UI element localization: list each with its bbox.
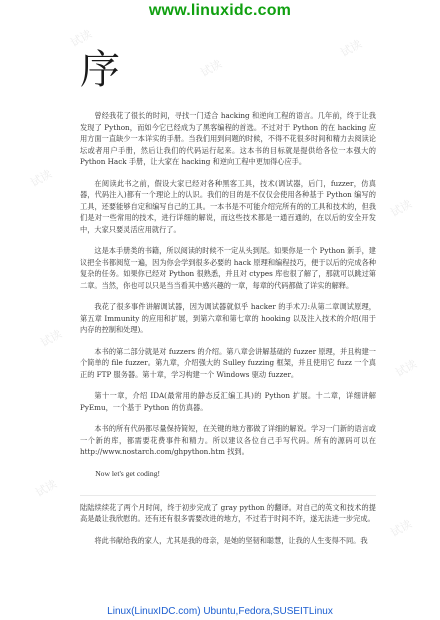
watermark: 试读 [393, 357, 420, 380]
footer-linux-2: Linux [308, 606, 333, 617]
paragraph: 在阅读此书之前，假设大家已经对各种黑客工具，技术(调试器，后门，fuzzer，仿真器，代码注入)都有一个理论上的认识。我们的目的是不仅仅会使用各种基于 Python 编写的工具，还要能够自定和编写自己的工具。一本书是不可能介绍完所有的的工具和技术的，但我们是对一些常用的技术，进行详细的解说，而这些技术都是一通百通的，在以后的安全开发中，大家只要灵活应用就行了。 [80, 178, 376, 234]
paragraph: 曾经我花了很长的时间，寻找一门适合 hacking 和逆向工程的语言。几年前，终于让我发现了 Python，而如今它已经成为了黑客编程的首选。不过对于 Python 的在 hacking 应用方面一直缺少一本详实的手册。当我们用到问题的时候，不得不花很多时间和精力去阅读论坛或者用户手册，然后让我们的代码运行起来。这本书的目标就是提供给各位一本强大的 Python Hack 手册，让大家在 hacking 和逆向工程中更加得心应手。 [80, 111, 376, 166]
watermark: 试读 [388, 517, 415, 540]
site-header-url[interactable]: www.linuxidc.com [148, 2, 292, 19]
site-footer[interactable] [0, 606, 440, 617]
footer-it: IT [300, 606, 309, 617]
paragraph: 我花了很多事件讲解调试器，因为调试器就似乎 hacker 的手术刀:从第二章调试原理，第五章 Immunity 的应用和扩展，到第六章和第七章的 hooking 以及注入技术的介绍(用于内存的控制和处理)。 [80, 302, 376, 334]
watermark: 试读 [28, 167, 55, 190]
watermark: 试读 [388, 197, 415, 220]
paragraph: 第十一章，介绍 IDA(最常用的静态反汇编工具)的 Python 扩展。十二章，详细讲解 PyEmu，一个基于 Python 的仿真器。 [80, 391, 376, 412]
watermark: 试读 [338, 37, 365, 60]
chapter-title: 序 [80, 47, 120, 93]
watermark: 试读 [198, 57, 225, 80]
paragraph: 本书的所有代码都尽量保持简短，在关键的地方都做了详细的解说。学习一门新的语言或一个新的库，都需要花费事件和精力。所以建议各位自己手写代码。所有的源码可以在 http://www.nostarch.com/ghpython.htm 找到。 [80, 424, 376, 456]
watermark: 试读 [38, 327, 65, 350]
translator-paragraph: 陆陆续续花了两个月时间，终于初步完成了 gray python 的翻译。对自己的英文和技术的提高是最让我欣慰的。还有还有很多需要改进的地方，不过若于时间不许，遂无法进一步完成。 [80, 495, 376, 525]
watermark: 试读 [33, 477, 60, 500]
translator-paragraph: 将此书献给我的家人，尤其是我的母亲，是她的坚韧和聪慧，让我的人生变得不同。我 [94, 535, 368, 545]
footer-distros: Ubuntu,Fedora,SUSE [203, 606, 301, 617]
coding-line: Now let's get coding! [95, 468, 161, 478]
paragraph: 本书的第二部分就是对 fuzzers 的介绍。第八章会讲解基础的 fuzzer 原理，并且构建一个简单的 file fuzzer。第九章，介绍强大的 Sulley fuzzing 框架，并且使用它 fuzz 一个真正的 FTP 服务器。第十章，学习构建一个 Windows 驱动 fuzzer。 [80, 346, 376, 379]
footer-linux: Linux [107, 606, 132, 617]
paragraph: 这是本手册类的书籍，所以阅读的时候不一定从头到尾。如果你是一个 Python 新手，建议把全书都阅览一遍，因为你会学到很多必要的 hack 原理和编程技巧，便于以后的完成各种复杂的任务。如果你已经对 Python 很熟悉，并且对 ctypes 库也很了解了，那就可以跳过第二章。当然，你也可以只是当当看其中感兴趣的一章，每章的代码都做了详实的解释。 [80, 246, 376, 290]
watermark: 试读 [68, 27, 95, 50]
preface-body [80, 110, 376, 556]
footer-domain: (LinuxIDC.com) [131, 606, 201, 617]
